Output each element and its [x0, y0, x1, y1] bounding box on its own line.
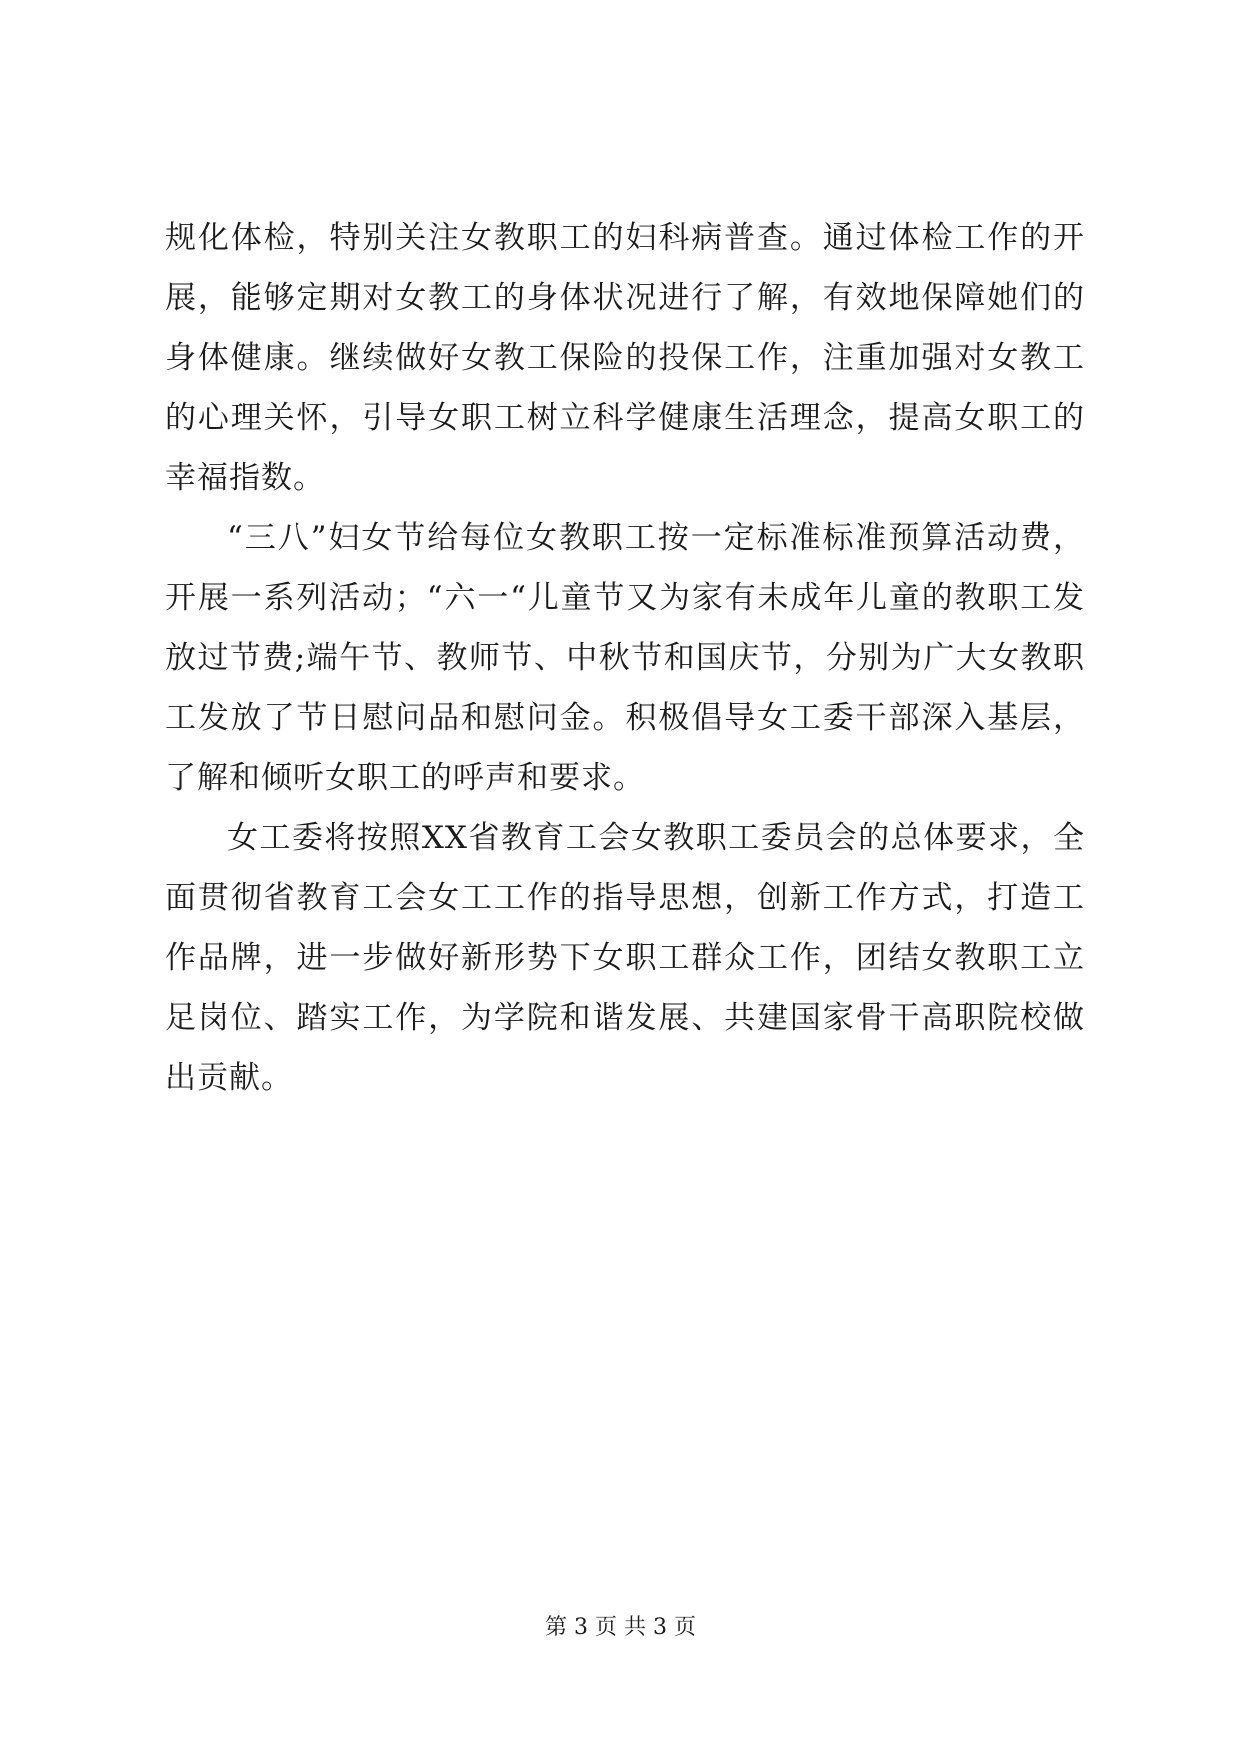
page-footer: 第 3 页 共 3 页	[545, 1615, 696, 1640]
paragraph-future-plans: 女工委将按照XX省教育工会女教职工委员会的总体要求，全面贯彻省教育工会女工工作的指导思想，创新工作方式，打造工作品牌，进一步做好新形势下女职工群众工作，团结女教职工立足岗位、踏实工作，为学院和谐发展、共建国家骨干高职院校做出贡献。	[165, 820, 1085, 1096]
document-body	[165, 208, 1085, 1108]
paragraph-holiday-activities: “三八”妇女节给每位女教职工按一定标准标准预算活动费，开展一系列活动；“六一“儿童节又为家有未成年儿童的教职工发放过节费;端午节、教师节、中秋节和国庆节，分别为广大女教职工发放了节日慰问品和慰问金。积极倡导女工委干部深入基层，了解和倾听女职工的呼声和要求。	[165, 520, 1085, 796]
paragraph-continuation: 规化体检，特别关注女教职工的妇科病普查。通过体检工作的开展，能够定期对女教工的身体状况进行了解，有效地保障她们的身体健康。继续做好女教工保险的投保工作，注重加强对女教工的心理关怀，引导女职工树立科学健康生活理念，提高女职工的幸福指数。	[165, 220, 1085, 496]
